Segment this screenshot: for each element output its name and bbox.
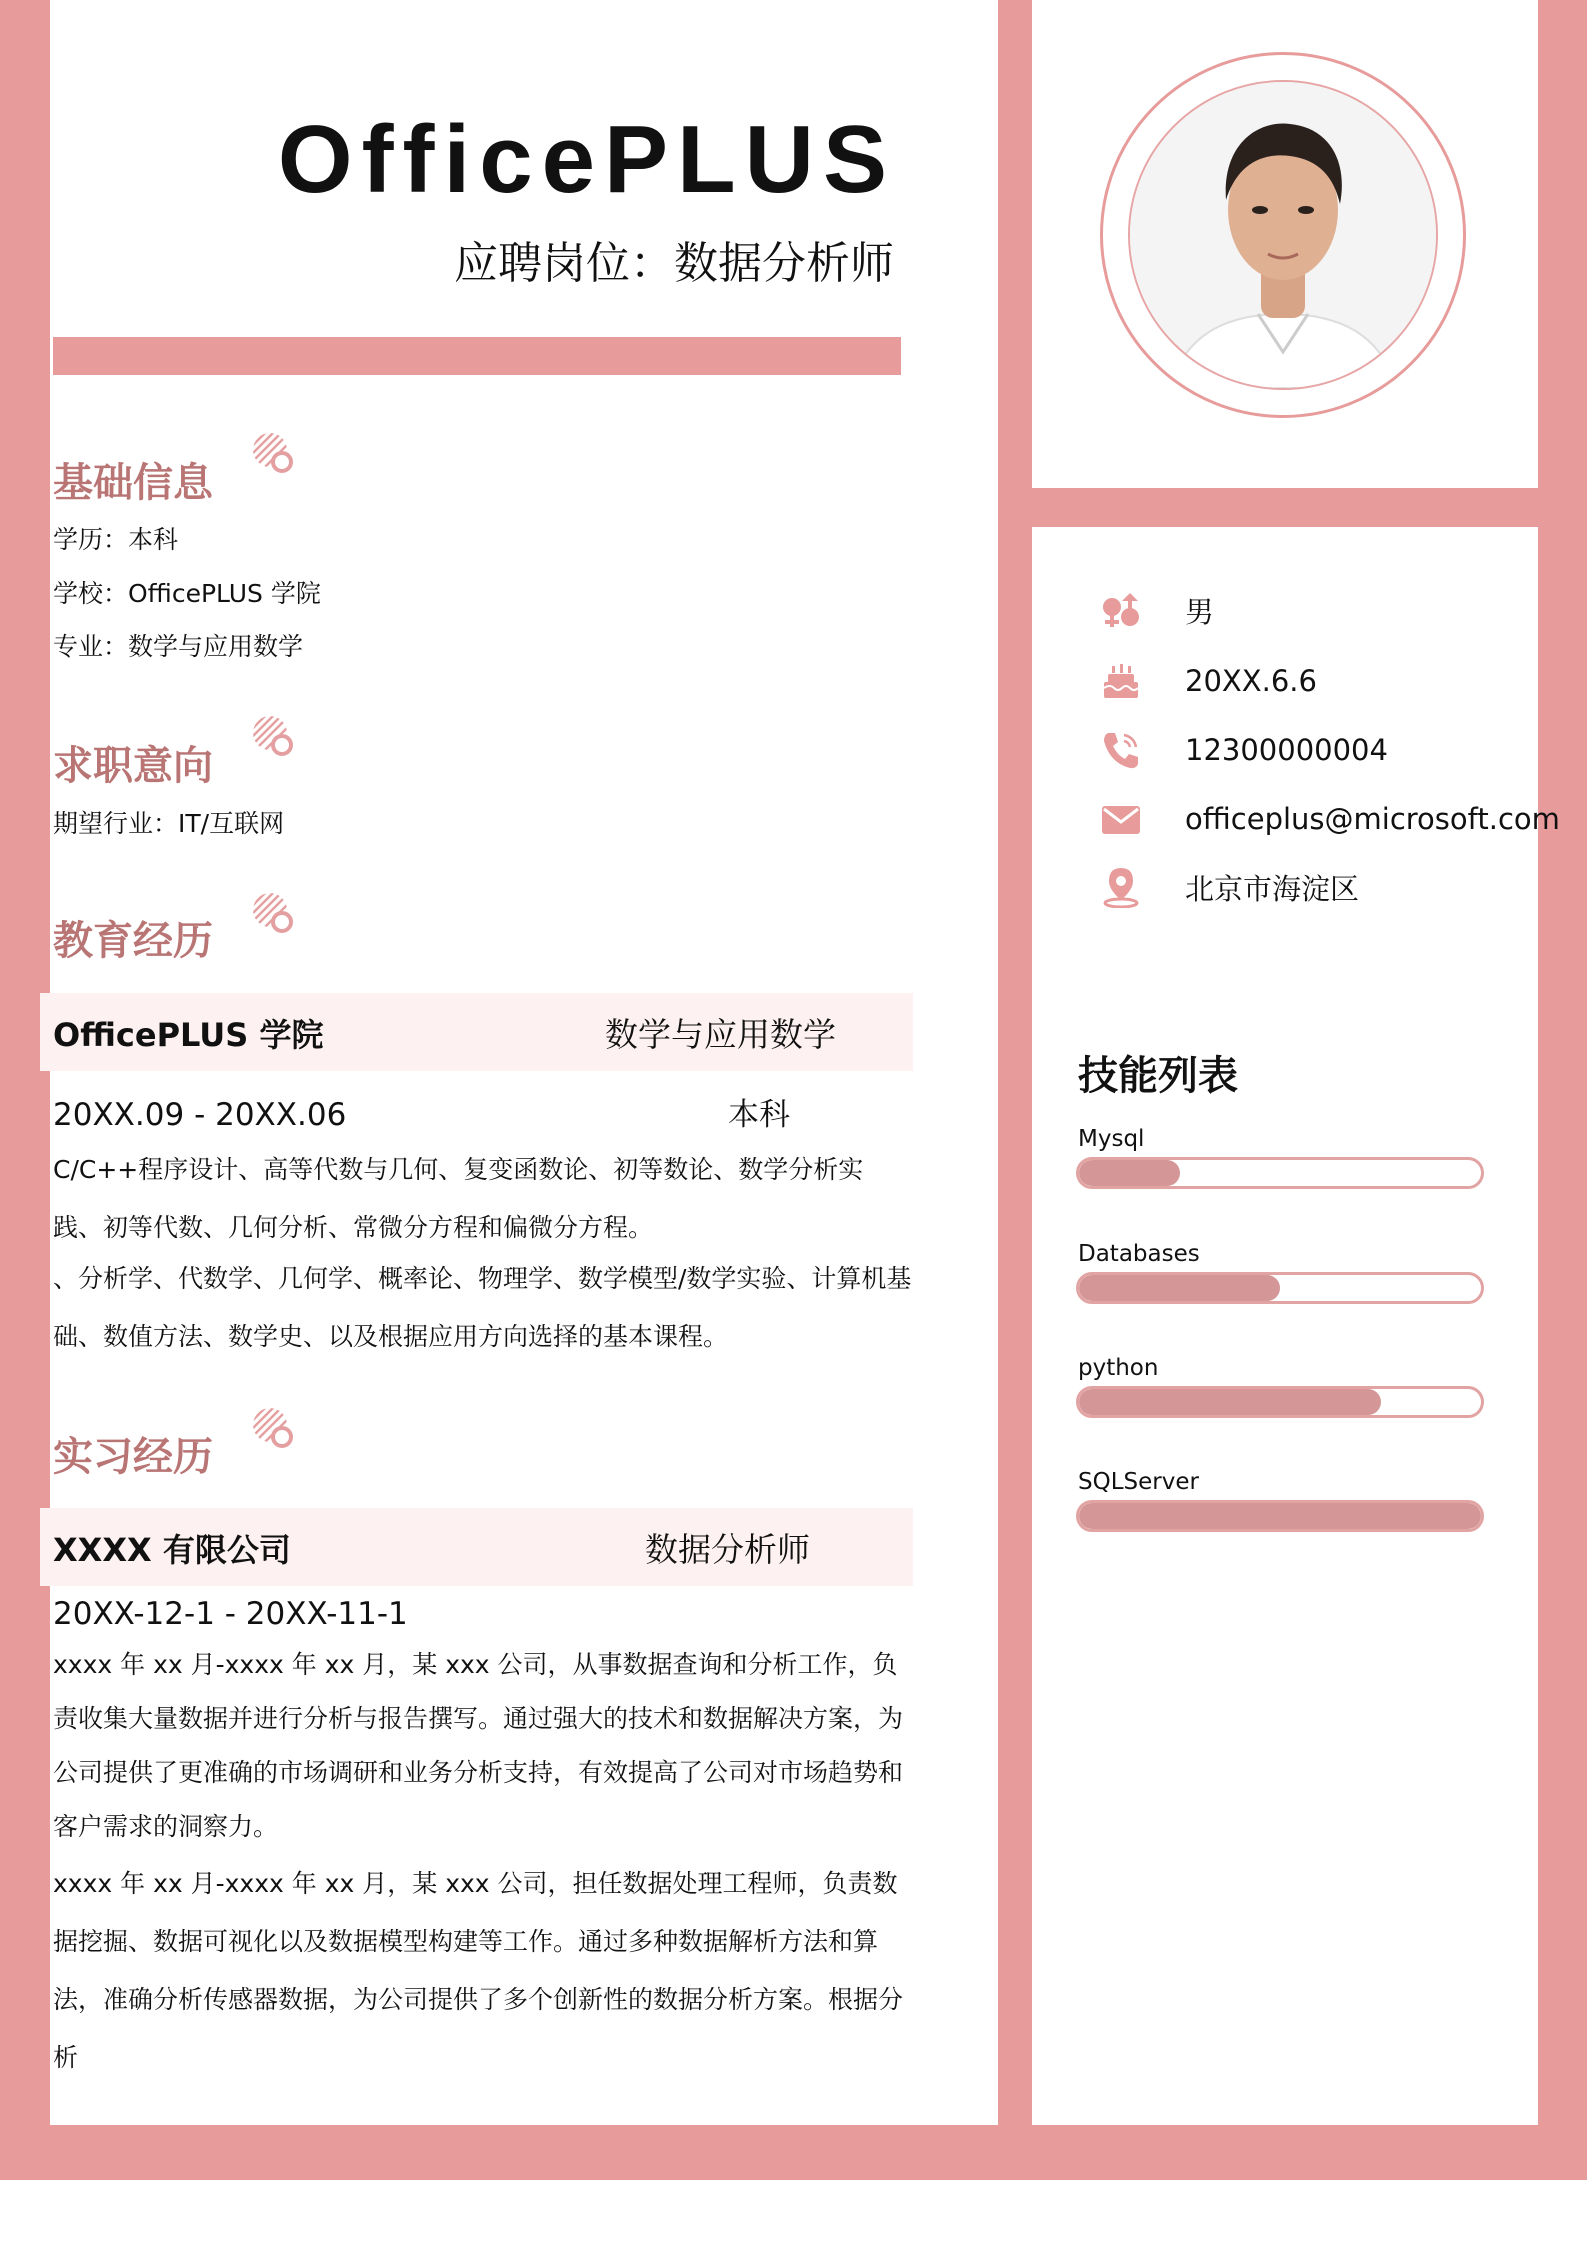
avatar [1128,80,1438,390]
skill-bar-fill [1079,1275,1280,1301]
basic-info-school: 学校：OfficePLUS 学院 [53,579,321,608]
section-title-education: 教育经历 [53,918,213,964]
name-title: OfficePLUS [277,106,896,213]
applied-position: 应聘岗位：数据分析师 [454,238,894,289]
education-courses-2: 、分析学、代数学、几何学、概率论、物理学、数学模型/数学实验、计算机基础、数值方法、数学史、以及根据应用方向选择的基本课程。 [53,1264,912,1351]
education-degree: 本科 [728,1097,790,1133]
section-title-job-intent: 求职意向 [53,743,213,789]
skill-bar-fill [1079,1503,1481,1529]
skill-name: Mysql [1078,1126,1145,1152]
internship-role: 数据分析师 [645,1530,810,1569]
skill-name: Databases [1078,1241,1200,1267]
skill-bar [1076,1386,1484,1418]
skill-bar-fill [1079,1389,1381,1415]
basic-info-degree: 学历：本科 [53,525,179,554]
skill-name: SQLServer [1078,1469,1199,1495]
section-deco-icon [248,428,304,484]
internship-desc-2: xxxx 年 xx 月-xxxx 年 xx 月，某 xxx 公司，担任数据处理工程师，负责数据挖掘、数据可视化以及数据模型构建等工作。通过多种数据解析方法和算法，准确分析传感器数据，为公司提供了多个创新性的数据分析方案。根据分析 [53,1869,904,2072]
section-title-basic-info: 基础信息 [53,460,213,506]
skill-bar-fill [1079,1160,1180,1186]
birthday-cake-icon [1100,660,1142,702]
skill-bar [1076,1272,1484,1304]
email-value[interactable]: officeplus@microsoft.com [1185,802,1560,836]
basic-info-major: 专业：数学与应用数学 [53,632,304,661]
phone-icon [1100,729,1142,771]
education-courses-1: C/C++程序设计、高等代数与几何、复变函数论、初等数论、数学分析实践、初等代数、几何分析、常微分方程和偏微分方程。 [53,1155,864,1242]
internship-period: 20XX-12-1 - 20XX-11-1 [53,1596,408,1632]
birthday-value: 20XX.6.6 [1185,664,1317,698]
section-deco-icon [248,888,304,944]
phone-value[interactable]: 12300000004 [1185,733,1388,767]
email-icon [1100,798,1142,840]
skill-bar [1076,1157,1484,1189]
gender-icon [1100,591,1142,633]
header-divider-bar [53,337,901,375]
location-pin-icon [1100,866,1142,908]
skills-title: 技能列表 [1078,1053,1238,1099]
address-value: 北京市海淀区 [1185,872,1360,906]
education-school: OfficePLUS 学院 [53,1016,324,1054]
internship-desc-1: xxxx 年 xx 月-xxxx 年 xx 月，某 xxx 公司，从事数据查询和分析工作，负责收集大量数据并进行分析与报告撰写。通过强大的技术和数据解决方案，为公司提供了更准确的市场调研和业务分析支持，有效提高了公司对市场趋势和客户需求的洞察力。 [53,1650,904,1841]
education-major: 数学与应用数学 [605,1015,836,1054]
section-deco-icon [248,1403,304,1459]
section-title-internship: 实习经历 [53,1434,213,1480]
internship-company: XXXX 有限公司 [53,1531,291,1569]
skill-name: python [1078,1355,1159,1381]
gender-value: 男 [1185,595,1215,629]
education-period: 20XX.09 - 20XX.06 [53,1097,347,1133]
skill-bar [1076,1500,1484,1532]
portrait-icon [1130,82,1436,388]
job-intent-industry: 期望行业：IT/互联网 [53,809,285,838]
section-deco-icon [248,711,304,767]
